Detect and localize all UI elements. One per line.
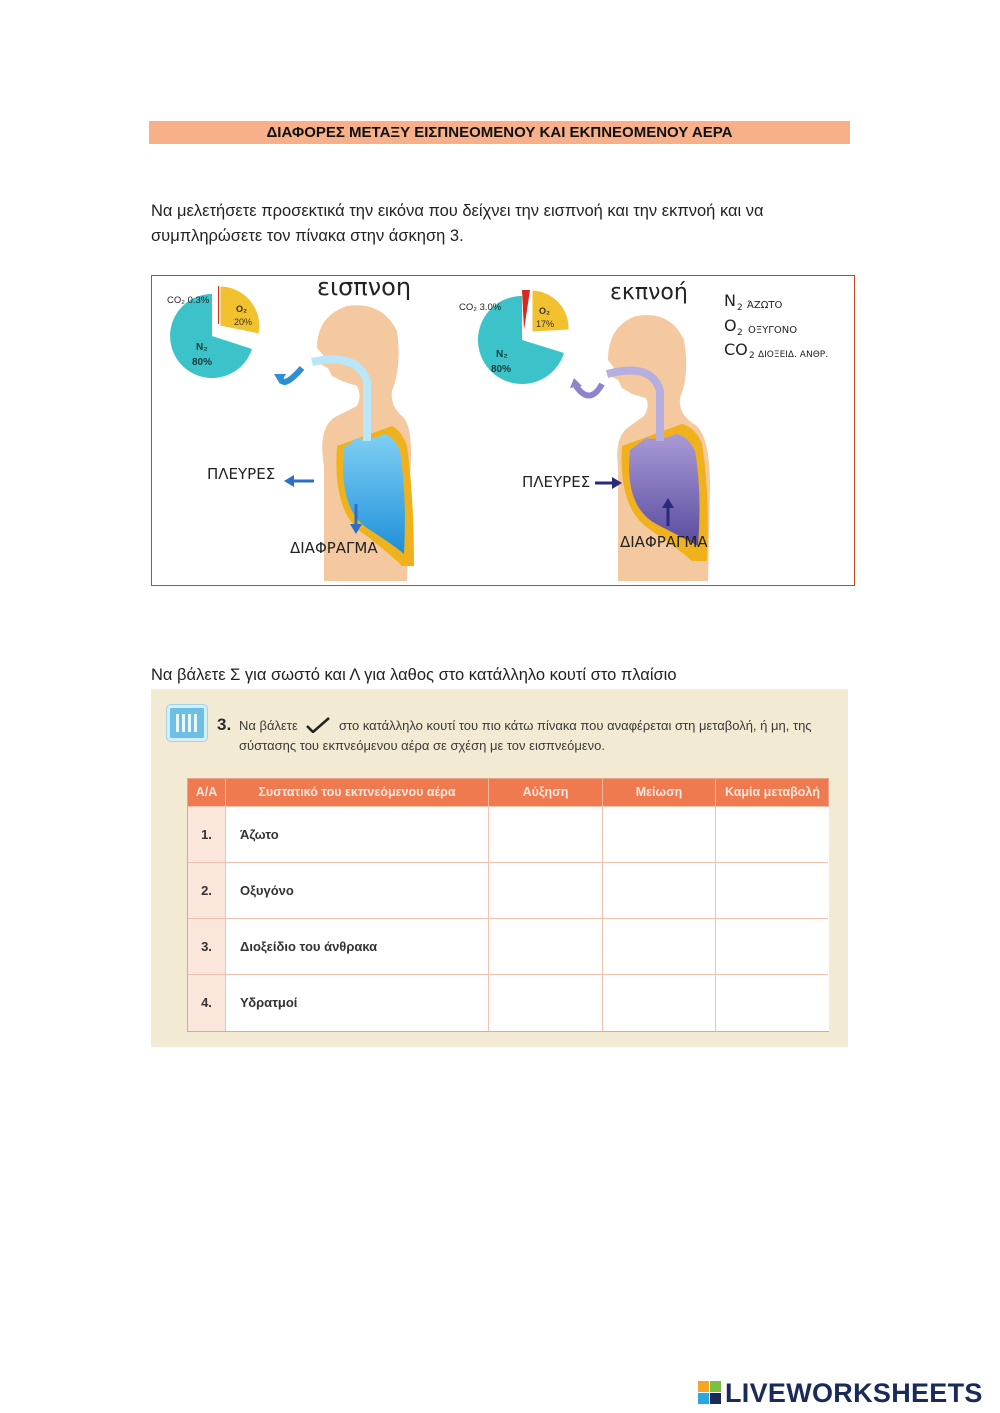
header-component: Συστατικό του εκπνεόμενου αέρα [226, 779, 489, 806]
inhale-o2-label: O₂ [236, 304, 247, 314]
inhale-pie-co2-slice [218, 286, 219, 324]
inhale-co2-label: CO₂ 0.3% [167, 295, 210, 306]
gas-legend [724, 291, 828, 361]
liveworksheets-logo[interactable] [698, 1378, 983, 1408]
answer-box-no-change[interactable] [716, 863, 829, 919]
exhale-title: εκπνοή [610, 280, 688, 305]
logo-text: LIVEWORKSHEETS [725, 1377, 983, 1408]
breathing-diagram [152, 276, 853, 584]
exercise-text-after: στο κατάλληλο κουτί του πιο κάτω πίνακα που αναφέρεται στη μεταβολή, ή μη, της σύστασης του εκπνεόμενου αέρα σε σχέση με τον εισπνεόμενο. [239, 718, 812, 753]
header-aa: Α/Α [188, 779, 226, 806]
instruction-text: Να βάλετε Σ για σωστό και Λ για λαθος στο κατάλληλο κουτί στο πλαίσιο [151, 666, 677, 684]
inhale-ribs-arrow [284, 475, 294, 487]
exhale-pie-co2-slice [522, 290, 530, 330]
exhale-ribs-label: ΠΛΕΥΡΕΣ [522, 473, 591, 491]
page-title: ΔΙΑΦΟΡΕΣ ΜΕΤΑΞΥ ΕΙΣΠΝΕΟΜΕΝΟΥ ΚΑΙ ΕΚΠΝΕΟΜΕΝΟΥ ΑΕΡΑ [149, 121, 850, 144]
exhale-n2-label: N₂ [496, 349, 508, 360]
table-row [188, 974, 828, 1030]
table-row [188, 862, 828, 918]
exhale-n2-value: 80% [491, 364, 512, 375]
inhale-o2-value: 20% [234, 317, 253, 327]
inhale-diaphragm-label: ΔΙΑΦΡΑΓΜΑ [290, 539, 378, 557]
row-number: 1. [188, 807, 226, 863]
answer-box-increase[interactable] [489, 807, 603, 863]
header-no-change: Καμία μεταβολή [724, 785, 821, 799]
inhale-ribs-label: ΠΛΕΥΡΕΣ [207, 465, 276, 483]
table-row [188, 806, 828, 862]
legend-n2-sub: 2 [737, 303, 743, 313]
answer-box-no-change[interactable] [716, 919, 829, 975]
inhale-panel [167, 276, 414, 581]
exercise-number: 3. [217, 715, 232, 734]
header-increase: Αύξηση [489, 779, 603, 806]
row-component: Οξυγόνο [226, 863, 489, 919]
exhale-diaphragm-label: ΔΙΑΦΡΑΓΜΑ [620, 533, 708, 551]
answer-box-no-change[interactable] [716, 975, 829, 1031]
breathing-figure [151, 275, 855, 586]
legend-co2-name: ΔΙΟΞΕΙΔ. ΑΝΘΡ. [758, 350, 829, 360]
exercise-text-before: Να βάλετε [239, 718, 298, 733]
legend-n2-symbol: N [724, 291, 736, 310]
answer-box-decrease[interactable] [603, 863, 716, 919]
worksheet-icon [167, 705, 207, 741]
header-decrease: Μείωση [603, 779, 716, 806]
legend-o2-name: ΟΞΥΓΟΝΟ [748, 325, 798, 336]
answer-box-increase[interactable] [489, 975, 603, 1031]
row-component: Υδρατμοί [226, 975, 489, 1031]
answer-box-decrease[interactable] [603, 919, 716, 975]
answer-box-increase[interactable] [489, 863, 603, 919]
answer-table [187, 778, 829, 1032]
row-number: 4. [188, 975, 226, 1031]
exhale-o2-label: O₂ [539, 306, 550, 316]
table-row [188, 918, 828, 974]
inhale-n2-label: N₂ [196, 342, 208, 353]
exhale-co2-label: CO₂ 3.0% [459, 302, 502, 313]
exercise-panel [151, 689, 848, 1047]
row-number: 2. [188, 863, 226, 919]
inhale-title: εισπνοη [317, 276, 412, 301]
exercise-instructions [239, 716, 839, 756]
legend-co2-sub: 2 [749, 351, 755, 361]
legend-n2-name: ΆΖΩΤΟ [747, 300, 783, 311]
exhale-panel [459, 280, 710, 581]
checkmark-icon [305, 717, 331, 733]
row-component: Άζωτο [226, 807, 489, 863]
answer-box-decrease[interactable] [603, 807, 716, 863]
legend-o2-sub: 2 [737, 328, 743, 338]
logo-mark-icon [698, 1381, 722, 1405]
exhale-o2-value: 17% [536, 319, 555, 329]
answer-box-increase[interactable] [489, 919, 603, 975]
row-number: 3. [188, 919, 226, 975]
answer-box-no-change[interactable] [716, 807, 829, 863]
inhale-n2-value: 80% [192, 357, 213, 368]
table-header [188, 779, 828, 806]
row-component: Διοξείδιο του άνθρακα [226, 919, 489, 975]
legend-co2-symbol: CO [724, 340, 748, 359]
answer-box-decrease[interactable] [603, 975, 716, 1031]
intro-paragraph: Να μελετήσετε προσεκτικά την εικόνα που δείχνει την εισπνοή και την εκπνοή και να συμπληρώσετε τον πίνακα στην άσκηση 3. [151, 202, 764, 245]
legend-o2-symbol: O [724, 316, 737, 335]
